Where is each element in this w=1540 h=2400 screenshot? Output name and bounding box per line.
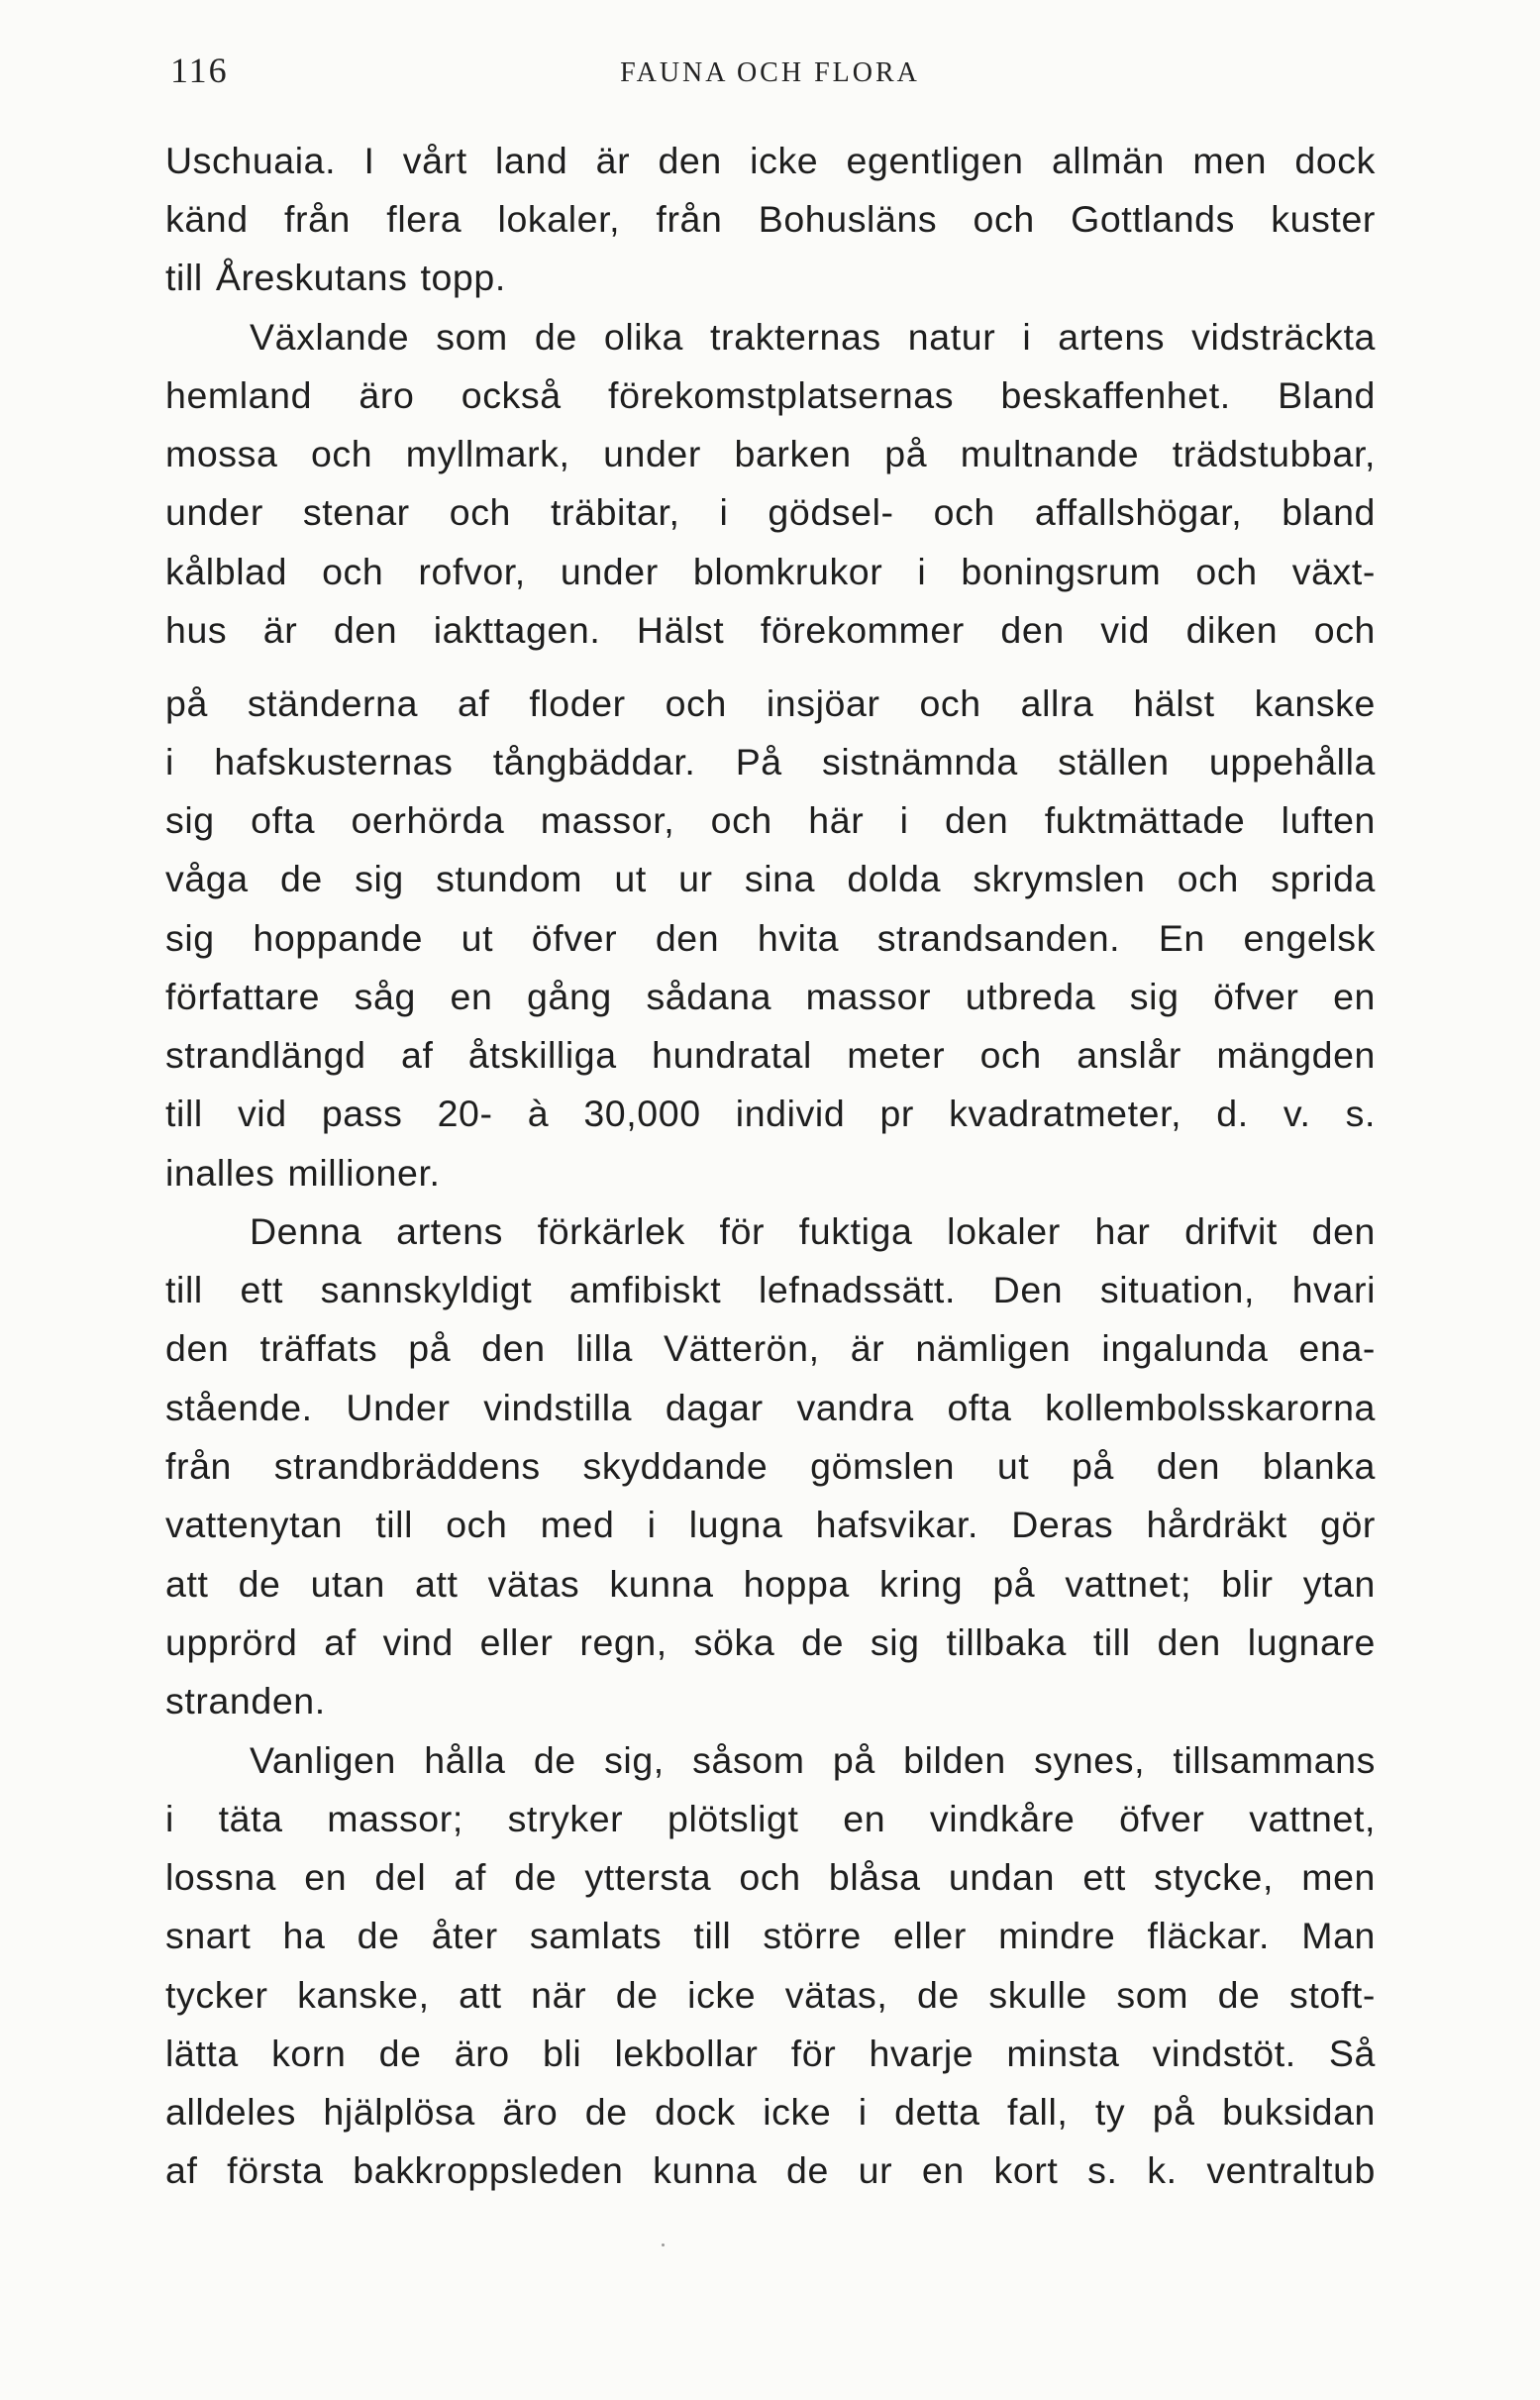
text-line: Uschuaia. I vårt land är den icke egentligen allmän men dock: [165, 140, 1376, 181]
text-line: på ständerna af floder och insjöar och allra hälst kanske: [165, 682, 1376, 724]
text-line: stranden.: [165, 1680, 326, 1722]
text-line: inalles millioner.: [165, 1152, 441, 1194]
text-line: af första bakkroppsleden kunna de ur en kort s. k. ventraltub: [165, 2149, 1376, 2191]
text-line: känd från flera lokaler, från Bohusläns och Gottlands kuster: [165, 198, 1376, 240]
text-line: lätta korn de äro bli lekbollar för hvarje minsta vindstöt. Så: [165, 2033, 1376, 2074]
text-line: sig ofta oerhörda massor, och här i den fuktmättade luften: [165, 799, 1376, 841]
text-line: mossa och myllmark, under barken på multnande trädstubbar,: [165, 433, 1376, 474]
text-line: lossna en del af de yttersta och blåsa undan ett stycke, men: [165, 1856, 1376, 1898]
page-number: 116: [170, 51, 229, 90]
text-line: författare såg en gång sådana massor utbreda sig öfver en: [165, 976, 1376, 1017]
text-line: till vid pass 20- à 30,000 individ pr kvadratmeter, d. v. s.: [165, 1093, 1376, 1134]
text-line: strandlängd af åtskilliga hundratal meter och anslår mängden: [165, 1034, 1376, 1076]
text-line: från strandbräddens skyddande gömslen ut på den blanka: [165, 1445, 1376, 1487]
text-line: att de utan att vätas kunna hoppa kring på vattnet; blir ytan: [165, 1563, 1376, 1605]
text-line: den träffats på den lilla Vätterön, är nämligen ingalunda ena-: [165, 1327, 1376, 1369]
text-line: Denna artens förkärlek för fuktiga lokaler har drifvit den: [250, 1210, 1376, 1252]
paper-speck: [662, 2243, 665, 2246]
text-line: Växlande som de olika trakternas natur i artens vidsträckta: [250, 316, 1376, 358]
text-line: upprörd af vind eller regn, söka de sig tillbaka till den lugnare: [165, 1621, 1376, 1663]
text-line: kålblad och rofvor, under blomkrukor i boningsrum och växt-: [165, 551, 1376, 592]
running-head: FAUNA OCH FLORA: [620, 57, 920, 88]
text-line: stående. Under vindstilla dagar vandra ofta kollembolsskarorna: [165, 1387, 1376, 1428]
text-line: hemland äro också förekomstplatsernas beskaffenhet. Bland: [165, 374, 1376, 416]
text-line: snart ha de åter samlats till större eller mindre fläckar. Man: [165, 1915, 1376, 1956]
text-line: våga de sig stundom ut ur sina dolda skrymslen och sprida: [165, 858, 1376, 899]
text-line: sig hoppande ut öfver den hvita strandsanden. En engelsk: [165, 917, 1376, 959]
text-line: till ett sannskyldigt amfibiskt lefnadssätt. Den situation, hvari: [165, 1269, 1376, 1310]
text-line: under stenar och träbitar, i gödsel- och affallshögar, bland: [165, 491, 1376, 533]
text-line: i täta massor; stryker plötsligt en vindkåre öfver vattnet,: [165, 1798, 1376, 1839]
text-line: hus är den iakttagen. Hälst förekommer den vid diken och: [165, 609, 1376, 651]
text-line: Vanligen hålla de sig, såsom på bilden synes, tillsammans: [250, 1739, 1376, 1781]
text-line: till Åreskutans topp.: [165, 257, 506, 298]
text-line: alldeles hjälplösa äro de dock icke i detta fall, ty på buksidan: [165, 2091, 1376, 2133]
text-line: i hafskusternas tångbäddar. På sistnämnda ställen uppehålla: [165, 741, 1376, 783]
text-line: vattenytan till och med i lugna hafsvikar. Deras hårdräkt gör: [165, 1504, 1376, 1545]
text-line: tycker kanske, att när de icke vätas, de skulle som de stoft-: [165, 1974, 1376, 2016]
